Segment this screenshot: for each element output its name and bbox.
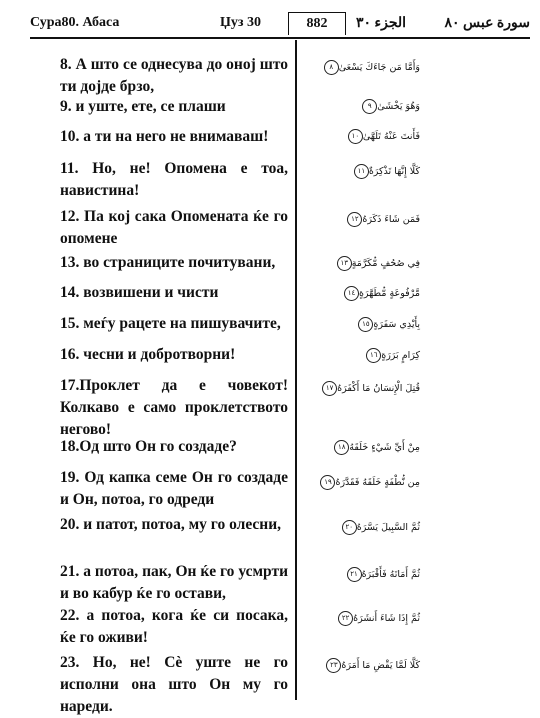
verse-number-marker: ١٠ bbox=[348, 129, 363, 144]
verse-number-marker: ١١ bbox=[354, 164, 369, 179]
verse-text: 22. а потоа, кога ќе си посака, ќе го оживи! bbox=[60, 607, 288, 646]
verse-text: 12. Па кој сака Опомената ќе го опомене bbox=[60, 208, 288, 247]
arabic-sura-label: سورة عبس ٨٠ bbox=[444, 16, 530, 31]
arabic-verse bbox=[346, 129, 420, 144]
arabic-verse bbox=[340, 520, 420, 535]
verse-number-marker: ٢٠ bbox=[342, 520, 357, 535]
arabic-text: فِي صُحُفٍ مُّكَرَّمَةٍ bbox=[351, 258, 420, 269]
arabic-text: بِأَيْدِي سَفَرَةٍ bbox=[373, 319, 420, 330]
arabic-verse bbox=[356, 317, 420, 332]
verse-number-marker: ١٧ bbox=[322, 381, 337, 396]
verse-text: 14. возвишени и чисти bbox=[60, 284, 219, 301]
arabic-verse bbox=[352, 164, 420, 179]
verse-number-marker: ٢٢ bbox=[338, 611, 353, 626]
verse-number-marker: ١٥ bbox=[358, 317, 373, 332]
verse-text: 21. а потоа, пак, Он ќе го усмрти и во кабур ќе го остави, bbox=[60, 563, 288, 602]
arabic-text: قُتِلَ الْإِنسَانُ مَا أَكْفَرَهُ bbox=[337, 383, 420, 394]
arabic-text: وَأَمَّا مَن جَاءَكَ يَسْعَىٰ bbox=[338, 62, 420, 73]
verse-number-marker: ٢٣ bbox=[326, 658, 341, 673]
arabic-verse bbox=[332, 440, 420, 455]
arabic-verse bbox=[336, 611, 420, 626]
verse-text: 9. и уште, ете, се плаши bbox=[60, 98, 226, 115]
verse-text: 11. Но, не! Опомена е тоа, навистина! bbox=[60, 160, 288, 199]
verse-number-marker: ٩ bbox=[362, 99, 377, 114]
verse-number-marker: ٨ bbox=[324, 60, 339, 75]
verse-number-marker: ١٤ bbox=[344, 286, 359, 301]
verse-text: 23. Но, не! Сè уште не го исполни она што Он му го нареди. bbox=[60, 654, 288, 715]
verse-number-marker: ٢١ bbox=[347, 567, 362, 582]
arabic-text: ثُمَّ إِذَا شَاءَ أَنشَرَهُ bbox=[353, 613, 420, 624]
verse-number-marker: ١٦ bbox=[366, 348, 381, 363]
page-number: 882 bbox=[288, 12, 346, 35]
arabic-text: مِنْ أَيِّ شَيْءٍ خَلَقَهُ bbox=[349, 442, 420, 453]
verse-number-marker: ١٣ bbox=[337, 256, 352, 271]
arabic-text: ثُمَّ أَمَاتَهُ فَأَقْبَرَهُ bbox=[361, 569, 420, 580]
page-header bbox=[30, 13, 530, 39]
verse-text: 19. Од капка семе Он го создаде и Он, потоа, го одреди bbox=[60, 469, 288, 508]
arabic-verse bbox=[324, 658, 420, 673]
arabic-verse bbox=[320, 381, 420, 396]
arabic-verse bbox=[345, 567, 420, 582]
arabic-verse bbox=[345, 212, 420, 227]
arabic-verse bbox=[335, 256, 420, 271]
verse-number-marker: ١٢ bbox=[347, 212, 362, 227]
verse-number-marker: ١٩ bbox=[320, 475, 335, 490]
arabic-text: ثُمَّ السَّبِيلَ يَسَّرَهُ bbox=[356, 522, 420, 533]
sura-label: Сура80. Абаса bbox=[30, 15, 120, 30]
arabic-text: مِن نُّطْفَةٍ خَلَقَهُ فَقَدَّرَهُ bbox=[335, 477, 420, 488]
verse-text: 17.Проклет да е човекот! Колкаво е само проклетството негово! bbox=[60, 377, 288, 438]
verse-text: 13. во страниците почитувани, bbox=[60, 254, 276, 271]
arabic-text: كِرَامٍ بَرَرَةٍ bbox=[381, 350, 420, 361]
arabic-juz-label: الجزء ٣٠ bbox=[356, 16, 407, 31]
verse-number-marker: ١٨ bbox=[334, 440, 349, 455]
arabic-text: فَأَنتَ عَنْهُ تَلَهَّىٰ bbox=[362, 131, 420, 142]
arabic-verse bbox=[360, 99, 420, 114]
arabic-text: مَّرْفُوعَةٍ مُّطَهَّرَةٍ bbox=[358, 288, 420, 299]
column-divider bbox=[295, 40, 297, 700]
verse-text: 20. и патот, потоа, му го олесни, bbox=[60, 516, 282, 533]
arabic-verse bbox=[318, 475, 420, 490]
verse-text: 15. меѓу рацете на пишувачите, bbox=[60, 315, 281, 332]
arabic-text: فَمَن شَاءَ ذَكَرَهُ bbox=[362, 214, 420, 225]
verse-text: 10. а ти на него не внимаваш! bbox=[60, 128, 269, 145]
arabic-verse bbox=[364, 348, 420, 363]
arabic-text: كَلَّا إِنَّهَا تَذْكِرَةٌ bbox=[368, 166, 420, 177]
verse-text: 18.Од што Он го создаде? bbox=[60, 438, 237, 455]
arabic-text: كَلَّا لَمَّا يَقْضِ مَا أَمَرَهُ bbox=[341, 660, 420, 671]
juz-label: Џуз 30 bbox=[220, 15, 262, 30]
verse-text: 16. чесни и добротворни! bbox=[60, 346, 236, 363]
arabic-verse bbox=[342, 286, 420, 301]
arabic-verse bbox=[322, 60, 420, 75]
verse-text: 8. А што се однесува до оној што ти дојде брзо, bbox=[60, 56, 288, 95]
arabic-text: وَهُوَ يَخْشَىٰ bbox=[377, 101, 420, 112]
